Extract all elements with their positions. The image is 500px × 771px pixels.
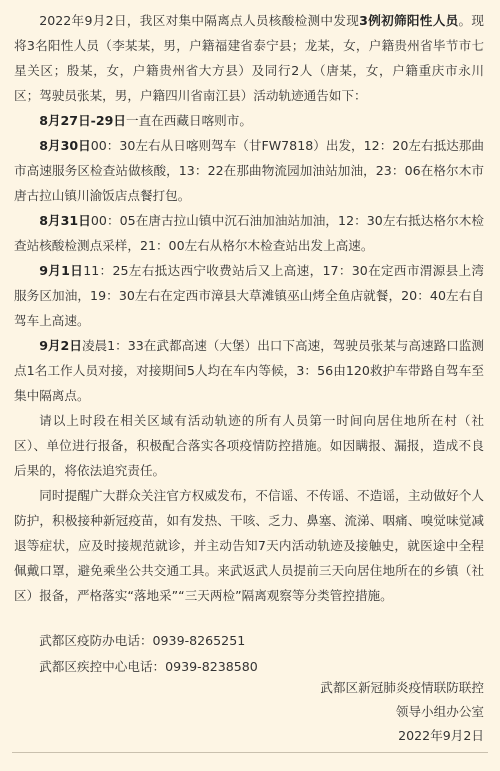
intro-lead: 2022年9月2日，我区对集中隔离点人员核酸检测中发现 [39,13,360,28]
reminder-paragraph: 同时提醒广大群众关注官方权威发布，不信谣、不传谣、不造谣，主动做好个人防护，积极接种新冠疫苗，如有发热、干咳、乏力、鼻塞、流涕、咽痛、嗅觉味觉减退等症状，应及时接规范就诊，并主动告知7天内活动轨迹及接触史，就医途中全程佩戴口罩，避免乘坐公共交通工具。来武返武人员提前三天向居住地所在的乡镇（社区）报备，严格落实“落地采”“三天两检”隔离观察等分类管控措施。 [14,488,484,603]
itinerary-date: 8月27日-29日 [39,113,127,128]
intro-paragraph [14,8,484,108]
notice-body [14,8,484,680]
intro-tail: 。现将3名阳性人员（李某某，男，户籍福建省泰宁县；龙某，女，户籍贵州省毕节市七星关区；殷某，女，户籍贵州省大方县）及同行2人（唐某，女，户籍重庆市永川区；驾驶员张某，男，户籍四川省南江县）活动轨迹通告如下： [14,13,485,103]
signature-block [320,676,484,748]
signature-date: 2022年9月2日 [398,728,484,743]
itinerary-date: 8月30日 [39,138,91,153]
itinerary-item [14,333,484,408]
itinerary-item [14,258,484,333]
notice-paragraph: 请以上时段在相关区域有活动轨迹的所有人员第一时间向居住地所在村（社区）、单位进行报备，积极配合落实各项疫情防控措施。如因瞒报、漏报，造成不良后果的，将依法追究责任。 [14,413,484,478]
itinerary-item [14,108,484,133]
itinerary-text: 凌晨1：33在武都高速（大堡）出口下高速，驾驶员张某与高速路口监测点1名工作人员对接，对接期间5人均在车内等候，3：56由120救护车带路自驾车至集中隔离点。 [14,338,484,403]
itinerary-date: 9月2日 [39,338,82,353]
itinerary-text: 00：30左右从日喀则驾车（甘FW7818）出发，12：20左右抵达那曲市高速服务区检查站做核酸，13：22在那曲物流园加油站加油，23：06在格尔木市唐古拉山镇川渝饭店点餐打包。 [14,138,484,203]
contact-cdc: 武都区疾控中心电话：0939-8238580 [39,659,258,674]
itinerary-date: 9月1日 [39,263,84,278]
itinerary-item [14,133,484,208]
itinerary-item [14,208,484,258]
itinerary-text: 11：25左右抵达西宁收费站后又上高速，17：30在定西市渭源县上湾服务区加油，19：30左右在定西市漳县大草滩镇巫山烤全鱼店就餐，20：40左右自驾车上高速。 [14,263,484,328]
signature-org: 武都区新冠肺炎疫情联防联控 [320,680,484,695]
contacts-block [14,628,484,680]
itinerary-text: 一直在西藏日喀则市。 [126,113,252,128]
signature-office: 领导小组办公室 [395,704,484,719]
intro-highlight: 3例初筛阳性人员 [359,13,459,28]
bottom-divider [12,752,488,753]
itinerary-text: 00：05在唐古拉山镇中沉石油加油站加油，12：30左右抵达格尔木检查站核酸检测点采样，21：00左右从格尔木检查站出发上高速。 [14,213,484,253]
itinerary-date: 8月31日 [39,213,91,228]
contact-epidemic-office: 武都区疫防办电话：0939-8265251 [39,633,246,648]
